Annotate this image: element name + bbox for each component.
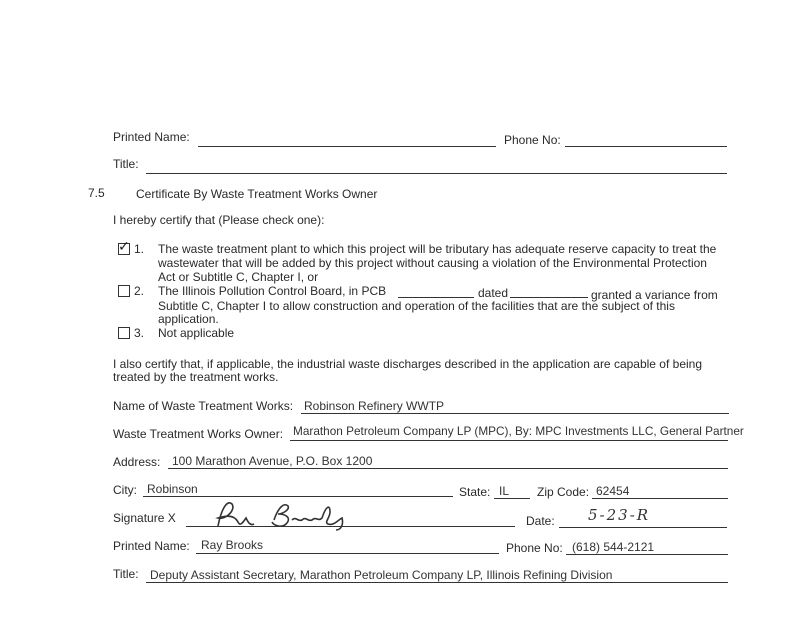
signature-field[interactable]	[186, 526, 515, 527]
phone-label: Phone No:	[506, 541, 563, 555]
checkmark-icon: ✓	[118, 239, 130, 255]
phone-label-top: Phone No:	[504, 133, 561, 147]
title-field-top[interactable]	[146, 173, 727, 174]
title-label: Title:	[113, 567, 139, 581]
works-name-label: Name of Waste Treatment Works:	[113, 399, 294, 413]
phone-field-top[interactable]	[565, 146, 727, 147]
option-2-checkbox[interactable]	[118, 285, 130, 297]
option-1-number: 1.	[134, 242, 145, 256]
also-certify-line1: I also certify that, if applicable, the industrial waste discharges described in the application are capable of being	[113, 357, 703, 371]
state-label: State:	[459, 485, 491, 499]
printed-name-field-top[interactable]	[198, 146, 496, 147]
phone-value: (618) 544-2121	[572, 540, 655, 554]
date-value: 5-23-R	[588, 506, 651, 524]
option-2-text-a: The Illinois Pollution Control Board, in PCB	[158, 284, 387, 298]
date-field[interactable]	[559, 527, 727, 528]
also-certify-line2: treated by the treatment works.	[113, 370, 279, 384]
state-field[interactable]	[494, 498, 530, 499]
address-label: Address:	[113, 455, 161, 469]
pcb-date-field[interactable]	[510, 297, 588, 298]
city-label: City:	[113, 483, 137, 497]
section-number: 7.5	[88, 186, 105, 200]
zip-value: 62454	[596, 484, 630, 498]
owner-label: Waste Treatment Works Owner:	[113, 427, 284, 441]
works-name-value: Robinson Refinery WWTP	[304, 399, 445, 413]
option-2-number: 2.	[134, 284, 145, 298]
printed-name-label: Printed Name:	[113, 539, 190, 553]
zip-field[interactable]	[592, 498, 728, 499]
option-3-number: 3.	[134, 326, 145, 340]
option-1-text-line2: wastewater that will be added by this project without causing a violation of the Environmental Protection	[158, 256, 707, 270]
option-1-text-line1: The waste treatment plant to which this project will be tributary has adequate reserve capacity to treat the	[158, 242, 717, 256]
works-name-field[interactable]	[301, 413, 729, 414]
section-heading: Certificate By Waste Treatment Works Owner	[136, 187, 378, 201]
option-2-text-c: granted a variance from	[591, 288, 718, 302]
title-value: Deputy Assistant Secretary, Marathon Petroleum Company LP, Illinois Refining Division	[150, 568, 613, 582]
owner-field[interactable]	[290, 440, 728, 441]
printed-name-field[interactable]	[196, 553, 499, 554]
title-field[interactable]	[146, 582, 728, 583]
signature-image	[212, 496, 362, 537]
option-3-text: Not applicable	[158, 326, 235, 340]
printed-name-label-top: Printed Name:	[113, 130, 190, 144]
address-value: 100 Marathon Avenue, P.O. Box 1200	[172, 454, 373, 468]
option-1-checkbox[interactable]	[118, 239, 130, 255]
owner-value: Marathon Petroleum Company LP (MPC), By: MPC Investments LLC, General Partner	[293, 424, 744, 438]
pcb-number-field[interactable]	[398, 297, 474, 298]
option-1-text-line3: Act or Subtitle C, Chapter I, or	[158, 270, 319, 284]
address-field[interactable]	[168, 468, 728, 469]
printed-name-value: Ray Brooks	[201, 538, 264, 552]
zip-label: Zip Code:	[537, 485, 590, 499]
date-label: Date:	[526, 514, 555, 528]
state-value: IL	[499, 484, 510, 498]
city-value: Robinson	[147, 482, 198, 496]
signature-label: Signature X	[113, 511, 176, 525]
certify-intro: I hereby certify that (Please check one):	[113, 213, 325, 227]
option-2-text-b: dated	[478, 286, 509, 300]
option-2-text-line3: application.	[158, 312, 219, 326]
phone-field[interactable]	[566, 554, 728, 555]
option-2-text-line2: Subtitle C, Chapter I to allow construction and operation of the facilities that are the subject of this	[158, 299, 675, 313]
title-label-top: Title:	[113, 157, 139, 171]
option-3-checkbox[interactable]	[118, 327, 130, 339]
